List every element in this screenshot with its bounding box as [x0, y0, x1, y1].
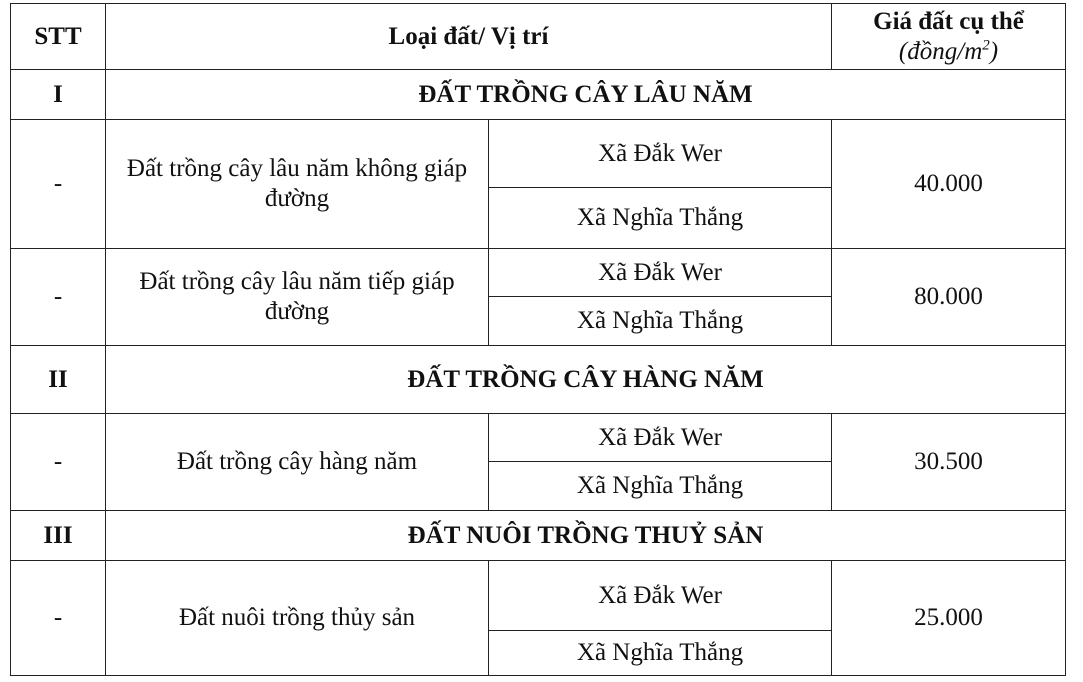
- section-row: [11, 70, 1066, 120]
- item-name: Đất trồng cây hàng năm: [106, 414, 489, 511]
- item-location: Xã Nghĩa Thắng: [489, 631, 832, 676]
- price-unit-prefix: (đồng/m: [898, 37, 983, 65]
- item-row: [11, 120, 1066, 188]
- item-name: Đất trồng cây lâu năm tiếp giáp đường: [106, 249, 489, 346]
- header-row: [11, 4, 1066, 70]
- section-row: [11, 346, 1066, 414]
- section-title: ĐẤT TRỒNG CÂY LÂU NĂM: [106, 70, 1066, 120]
- item-price: 25.000: [832, 561, 1066, 676]
- item-price: 80.000: [832, 249, 1066, 346]
- section-number: II: [11, 346, 106, 414]
- section-number: III: [11, 511, 106, 561]
- header-price-unit: [842, 37, 1055, 67]
- item-name: Đất nuôi trồng thủy sản: [106, 561, 489, 676]
- section-row: [11, 511, 1066, 561]
- item-stt: -: [11, 414, 106, 511]
- item-price: 30.500: [832, 414, 1066, 511]
- item-stt: -: [11, 120, 106, 249]
- item-location: Xã Đắk Wer: [489, 120, 832, 188]
- item-stt: -: [11, 249, 106, 346]
- item-location: Xã Nghĩa Thắng: [489, 297, 832, 346]
- item-row: [11, 249, 1066, 297]
- header-price-title: Giá đất cụ thể: [873, 7, 1024, 35]
- header-price: [832, 4, 1066, 70]
- section-number: I: [11, 70, 106, 120]
- section-title: ĐẤT NUÔI TRỒNG THUỶ SẢN: [106, 511, 1066, 561]
- item-name: Đất trồng cây lâu năm không giáp đường: [106, 120, 489, 249]
- section-title: ĐẤT TRỒNG CÂY HÀNG NĂM: [106, 346, 1066, 414]
- price-unit-sup: 2: [982, 37, 990, 54]
- item-location: Xã Nghĩa Thắng: [489, 188, 832, 249]
- item-row: [11, 414, 1066, 462]
- land-price-table: [10, 3, 1066, 676]
- item-location: Xã Nghĩa Thắng: [489, 462, 832, 511]
- item-location: Xã Đắk Wer: [489, 249, 832, 297]
- item-location: Xã Đắk Wer: [489, 414, 832, 462]
- header-stt: STT: [11, 4, 106, 70]
- item-location: Xã Đắk Wer: [489, 561, 832, 631]
- item-price: 40.000: [832, 120, 1066, 249]
- header-type-location: Loại đất/ Vị trí: [106, 4, 832, 70]
- price-unit-suffix: ): [989, 37, 999, 65]
- item-stt: -: [11, 561, 106, 676]
- item-row: [11, 561, 1066, 631]
